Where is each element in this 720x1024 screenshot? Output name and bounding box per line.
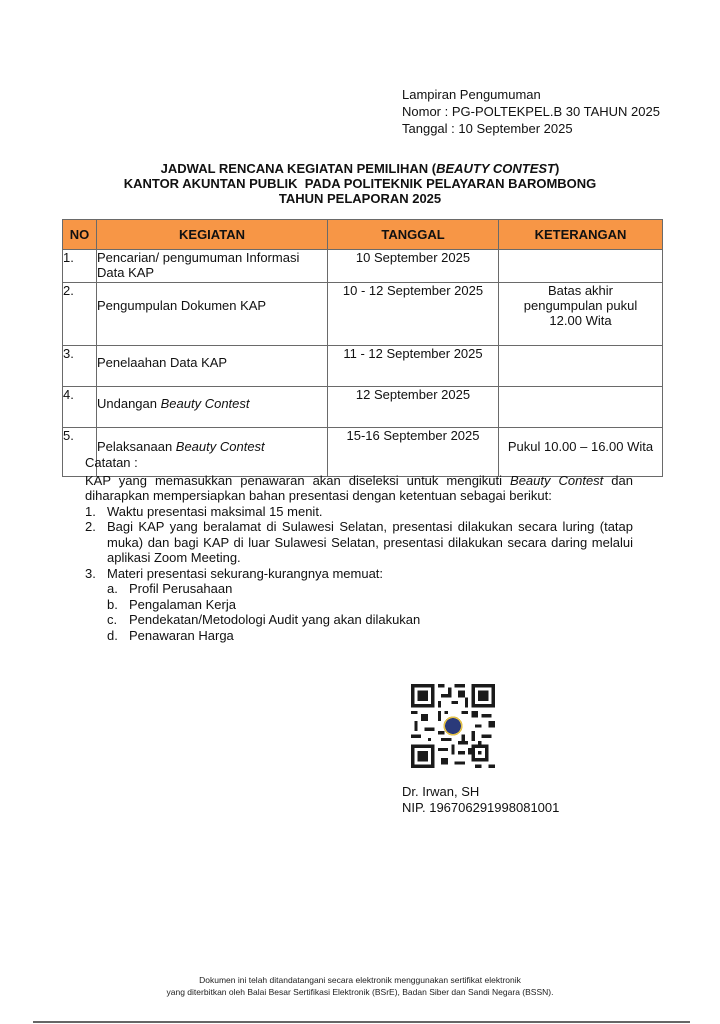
cell-keterangan: Batas akhir pengumpulan pukul 12.00 Wita: [499, 283, 663, 346]
notes-subitem: b. Pengalaman Kerja: [107, 596, 236, 612]
attachment-label: Lampiran Pengumuman: [402, 87, 541, 102]
header-no: NO: [63, 220, 97, 250]
table-row: [63, 283, 663, 346]
header-keterangan: KETERANGAN: [499, 220, 663, 250]
notes-sublist: [85, 581, 633, 643]
notes-subitem: a. Profil Perusahaan: [107, 581, 233, 596]
attachment-date: Tanggal : 10 September 2025: [402, 121, 573, 136]
cell-kegiatan: Penelaahan Data KAP: [97, 346, 328, 387]
title-line-2: KANTOR AKUNTAN PUBLIK PADA POLITEKNIK PELAYARAN BAROMBONG: [123, 176, 597, 191]
cell-tanggal: 15-16 September 2025: [328, 428, 499, 477]
notes-item: 3. Materi presentasi sekurang-kurangnya memuat: a. Profil Perusahaan b. Pengalaman Kerja c. Pendekatan/Metodologi Audit yang akan dilakukan d. Penawaran Harga: [85, 566, 633, 644]
footer-note: [0, 974, 720, 998]
notes-item: 2. Bagi KAP yang beralamat di Sulawesi Selatan, presentasi dilakukan secara luring (tatap muka) dan bagi KAP di luar Sulawesi Selatan, presentasi dilakukan secara daring melalui aplikasi Zoom Meeting.: [85, 519, 633, 565]
cell-keterangan: [499, 346, 663, 387]
notes-subitem: d. Penawaran Harga: [107, 627, 234, 643]
cell-no: 3.: [63, 346, 97, 387]
footer-line-2: yang diterbitkan oleh Balai Besar Sertifikasi Elektronik (BSrE), Badan Siber dan Sandi Negara (BSSN).: [166, 987, 554, 997]
cell-no: 1.: [63, 250, 97, 283]
cell-no: 2.: [63, 283, 97, 346]
header-tanggal: TANGGAL: [328, 220, 499, 250]
table-row: [63, 346, 663, 387]
notes-list: [85, 504, 633, 644]
footer-divider: [33, 1021, 690, 1023]
notes-item: 1. Waktu presentasi maksimal 15 menit.: [85, 503, 323, 519]
cell-keterangan: [499, 387, 663, 428]
schedule-table: [62, 219, 663, 477]
notes-subitem: c. Pendekatan/Metodologi Audit yang akan dilakukan: [107, 612, 421, 627]
signature-block: [402, 684, 559, 816]
cell-keterangan: Pukul 10.00 – 16.00 Wita: [499, 428, 663, 477]
attachment-block: [402, 86, 660, 137]
cell-kegiatan: Undangan Beauty Contest: [97, 387, 328, 428]
notes-section: [85, 455, 633, 643]
cell-tanggal: 12 September 2025: [328, 387, 499, 428]
notes-intro: KAP yang memasukkan penawaran akan diseleksi untuk mengikuti Beauty Contest dan diharapkan mempersiapkan bahan presentasi dengan ketentuan sebagai berikut:: [85, 472, 633, 503]
attachment-number: Nomor : PG-POLTEKPEL.B 30 TAHUN 2025: [402, 104, 660, 119]
qr-code-icon: [411, 684, 495, 768]
cell-no: 5.: [63, 428, 97, 477]
cell-no: 4.: [63, 387, 97, 428]
cell-tanggal: 11 - 12 September 2025: [328, 346, 499, 387]
cell-tanggal: 10 - 12 September 2025: [328, 283, 499, 346]
document-title: [0, 161, 720, 206]
cell-keterangan: [499, 250, 663, 283]
title-line-3: TAHUN PELAPORAN 2025: [278, 191, 442, 206]
signer-name: Dr. Irwan, SH: [402, 784, 480, 799]
cell-kegiatan: Pengumpulan Dokumen KAP: [97, 283, 328, 346]
notes-heading: Catatan :: [85, 455, 138, 470]
signer-info: [402, 784, 559, 816]
cell-kegiatan: Pelaksanaan Beauty Contest: [97, 428, 328, 477]
table-row: [63, 387, 663, 428]
cell-kegiatan: Pencarian/ pengumuman Informasi Data KAP: [97, 250, 328, 283]
cell-tanggal: 10 September 2025: [328, 250, 499, 283]
table-header-row: [63, 220, 663, 250]
header-kegiatan: KEGIATAN: [97, 220, 328, 250]
footer-line-1: Dokumen ini telah ditandatangani secara elektronik menggunakan sertifikat elektronik: [199, 975, 521, 985]
table-row: [63, 250, 663, 283]
signer-nip: NIP. 196706291998081001: [402, 800, 560, 815]
title-line-1: JADWAL RENCANA KEGIATAN PEMILIHAN (BEAUTY CONTEST): [160, 161, 560, 176]
